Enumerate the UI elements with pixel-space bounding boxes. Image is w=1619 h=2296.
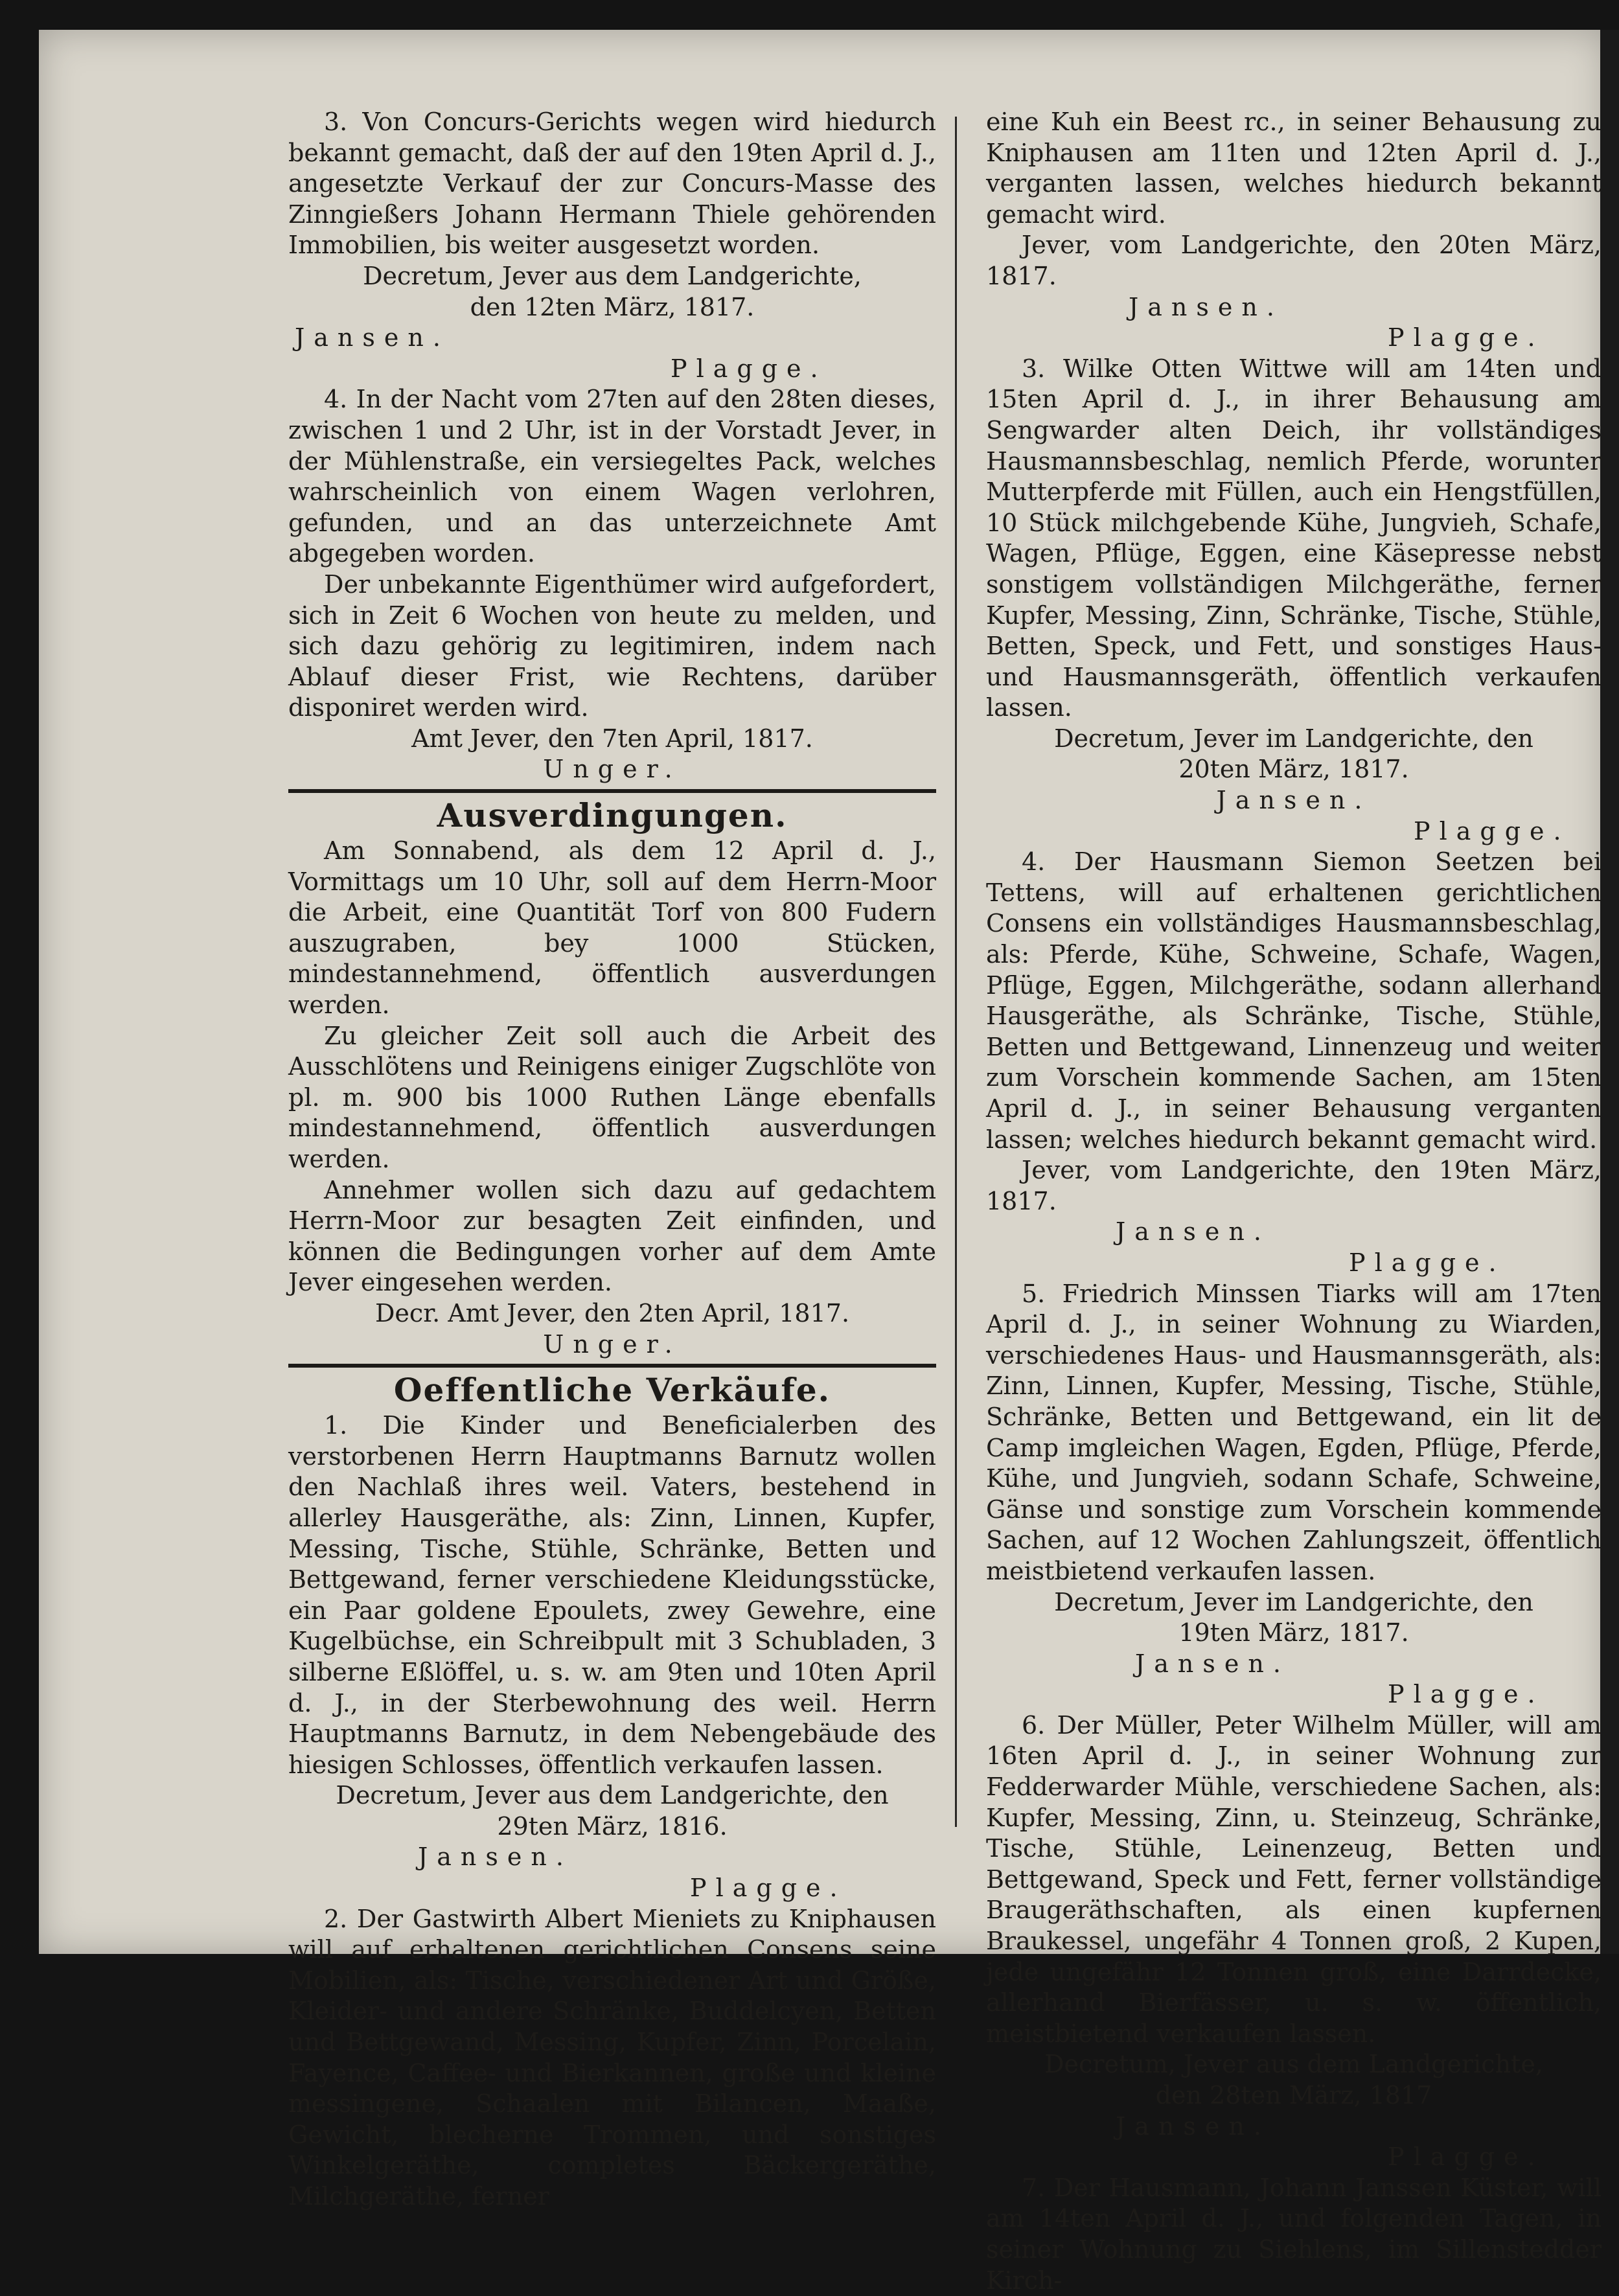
section-rule bbox=[288, 789, 936, 793]
verkauf-1: 1. Die Kinder und Beneficialerben des verstorbenen Herrn Hauptmanns Barnutz wollen den Nachlaß ihres weil. Vaters, bestehend in allerley Hausgeräthe, als: Zinn, Linnen, Kupfer, Messing, Tische, Stühle, Schränke, Betten und Bettgewand, ferner verschiedene Kleidungsstücke, ein Paar goldene Epoulets, zwey Gewehre, eine Kugelbüchse, ein Schreibpult mit 3 Schubladen, 3 silberne Eßlöffel, u. s. w. am 9ten und 10ten April d. J., in der Sterbewohnung des weil. Herrn Hauptmanns Barnutz, in dem Nebengebäude des hiesigen Schlosses, öffentlich verkaufen lassen. bbox=[288, 1411, 936, 1779]
signature-jansen-4: Jansen. bbox=[1216, 786, 1372, 815]
verkauf-2-continued: eine Kuh ein Beest rc., in seiner Behausung zu Kniphausen am 11ten und 12ten April d. J., verganten lassen, welches hiedurch bekannt gemacht wird. bbox=[986, 108, 1602, 229]
ausverdingung-1: Am Sonnabend, als dem 12 April d. J., Vormittags um 10 Uhr, soll auf dem Herrn-Moor die Arbeit, eine Quantität Torf von 800 Fudern auszugraben, bey 1000 Stücken, mindestannehmend, öffentlich ausverdungen werden. bbox=[288, 836, 936, 1020]
verkauf-5: 5. Friedrich Minssen Tiarks will am 17ten April d. J., in seiner Wohnung zu Wiarden, verschiedenes Haus- und Hausmannsgeräth, als: Zinn, Linnen, Kupfer, Messing, Tische, Stühle, Schränke, Betten und Bettgewand, ein lit de Camp imgleichen Wagen, Egden, Pflüge, Pferde, Kühe, und Jungvieh, sodann Schafe, Schweine, Gänse und sonstige zum Vorschein kommende Sachen, auf 12 Wochen Zahlungszeit, öffentlich meistbietend verkaufen lassen. bbox=[986, 1279, 1602, 1585]
signature-plagge-6: Plagge. bbox=[1388, 1680, 1544, 1709]
signature-jansen: Jansen. bbox=[295, 323, 450, 352]
notice-4: 4. In der Nacht vom 27ten auf den 28ten dieses, zwischen 1 und 2 Uhr, ist in der Vorstadt Jever, in der Mühlenstraße, ein versiegeltes Pack, welches wahrscheinlich von einem Wagen verlohren, gefunden, und an das unterzeichnete Amt abgegeben worden. bbox=[288, 385, 936, 568]
verkauf-6-decretum: Decretum, Jever aus dem Landgerichte, bbox=[1044, 2050, 1543, 2079]
right-column bbox=[986, 107, 1602, 2296]
column-divider bbox=[955, 117, 957, 1827]
signature-plagge-5: Plagge. bbox=[1349, 1248, 1506, 1277]
verkauf-4-sign: Jever, vom Landgerichte, den 19ten März, 1817. bbox=[986, 1156, 1602, 1215]
signature-jansen-3: Jansen. bbox=[1129, 292, 1283, 321]
notice-4-sign: Amt Jever, den 7ten April, 1817. bbox=[411, 724, 813, 753]
signature-unger-2: Unger. bbox=[543, 1329, 682, 1359]
verkauf-1-decretum: Decretum, Jever aus dem Landgerichte, den bbox=[336, 1781, 889, 1810]
signature-plagge-4: Plagge. bbox=[1414, 816, 1570, 845]
notice-3-decretum: Decretum, Jever aus dem Landgerichte, bbox=[363, 261, 862, 290]
ausverdingung-3: Annehmer wollen sich dazu auf gedachtem Herrn-Moor zur besagten Zeit einfinden, und können die Bedingungen vorher auf dem Amte Jever eingesehen werden. bbox=[288, 1175, 936, 1297]
section-rule-2 bbox=[288, 1364, 936, 1368]
notice-3: 3. Von Concurs-Gerichts wegen wird hiedurch bekannt gemacht, daß der auf den 19ten April d. J., angesetzte Verkauf der zur Concurs-Masse des Zinngießers Johann Hermann Thiele gehörenden Immobilien, bis weiter ausgesetzt worden. bbox=[288, 108, 936, 260]
signature-plagge-7: Plagge. bbox=[1388, 2142, 1544, 2172]
notice-3-date: den 12ten März, 1817. bbox=[470, 292, 755, 321]
verkauf-2: 2. Der Gastwirth Albert Mieniets zu Kniphausen will auf erhaltenen gerichtlichen Consens seine Mobilien, als: Tische, verschiedener Art und Größe, Kleider- und andere Schränke, Buddelcyen, Betten und Bettgewand, Messing, Kupfer, Zinn, Porcelain, Fayence, Caffee- und Bierkannen, große und kleine messingene, Schaalen mit Bilancen, Maaße, Gewicht, blecherne Trommen, und sonstiges Winkelgeräthe, completes Bäckergeräthe, Milchgeräthe, ferner bbox=[288, 1904, 936, 2210]
verkauf-3-decretum: Decretum, Jever im Landgerichte, den bbox=[1054, 724, 1533, 753]
verkauf-1-date: 29ten März, 1816. bbox=[497, 1811, 728, 1841]
signature-jansen-7: Jansen. bbox=[1116, 2111, 1270, 2141]
verkauf-7: 7. Der Hausmann, Johann Janssen Küster, will am 14ten April d. J., und folgenden Tagen, in seiner Wohnung zu Siehlens, im Sillenstedder Kirch- bbox=[986, 2173, 1602, 2295]
left-column bbox=[288, 107, 936, 2212]
ausverdingung-2: Zu gleicher Zeit soll auch die Arbeit des Ausschlötens und Reinigens einiger Zugschlöte von pl. m. 900 bis 1000 Ruthen Länge ebenfalls mindestannehmend, öffentlich ausverdungen werden. bbox=[288, 1021, 936, 1173]
verkauf-3-date: 20ten März, 1817. bbox=[1178, 755, 1409, 784]
verkauf-2-sign: Jever, vom Landgerichte, den 20ten März, 1817. bbox=[986, 231, 1602, 290]
signature-plagge: Plagge. bbox=[671, 354, 827, 383]
signature-jansen-2: Jansen. bbox=[418, 1843, 573, 1872]
signature-jansen-5: Jansen. bbox=[1116, 1217, 1270, 1246]
signature-unger: Unger. bbox=[543, 755, 682, 784]
verkauf-4: 4. Der Hausmann Siemon Seetzen bei Tettens, will auf erhaltenen gerichtlichen Consens ein vollständiges Hausmannsbeschlag, als: Pferde, Kühe, Schweine, Schafe, Wagen, Pflüge, Eggen, Milchgeräthe, sodann allerhand Hausgeräthe, als Schränke, Tische, Stühle, Betten und Bettgewand, Linnenzeug und weiter zum Vorschein kommende Sachen, am 15ten April d. J., in seiner Behausung verganten lassen; welches hiedurch bekannt gemacht wird. bbox=[986, 847, 1602, 1154]
signature-plagge-2: Plagge. bbox=[690, 1874, 847, 1903]
section-heading-verkaeufe: Oeffentliche Verkäufe. bbox=[393, 1371, 831, 1410]
verkauf-6-date: den 28ten März, 1817 bbox=[1155, 2081, 1432, 2109]
verkauf-3: 3. Wilke Otten Wittwe will am 14ten und 15ten April d. J., in ihrer Behausung am Sengwarder alten Deich, ihr vollständiges Hausmannsbeschlag, nemlich Pferde, worunter Mutterpferde mit Füllen, auch ein Hengstfüllen, 10 Stück milchgebende Kühe, Jungvieh, Schafe, Wagen, Pflüge, Eggen, eine Käsepresse nebst sonstigem vollständigen Milchgeräthe, ferner Kupfer, Messing, Zinn, Schränke, Tische, Stühle, Betten, Speck, und Fett, und sonstiges Haus- und Hausmannsgeräth, öffentlich verkaufen lassen. bbox=[986, 354, 1602, 722]
verkauf-5-date: 19ten März, 1817. bbox=[1178, 1618, 1409, 1647]
notice-4-continued: Der unbekannte Eigenthümer wird aufgefordert, sich in Zeit 6 Wochen von heute zu melden, und sich dazu gehörig zu legitimiren, indem nach Ablauf dieser Frist, wie Rechtens, darüber disponiret werden wird. bbox=[288, 569, 936, 722]
verkauf-6: 6. Der Müller, Peter Wilhelm Müller, will am 16ten April d. J., in seiner Wohnung zur Fedderwarder Mühle, verschiedene Sachen, als: Kupfer, Messing, Zinn, u. Steinzeug, Schränke, Tische, Stühle, Leinenzeug, Betten und Bettgewand, Speck und Fett, ferner vollständige Braugeräthschaften, als einen kupfernen Braukessel, ungefähr 4 Tonnen groß, 2 Kupen, jede ungefähr 12 Tonnen groß, eine Darrdecke, allerhand Bierfässer, u. s. w. öffentlich, meistbietend verkaufen lassen. bbox=[986, 1710, 1602, 2048]
scan-border bbox=[1600, 30, 1619, 1954]
signature-jansen-6: Jansen. bbox=[1135, 1649, 1290, 1678]
signature-plagge-3: Plagge. bbox=[1388, 323, 1544, 352]
verkauf-5-decretum: Decretum, Jever im Landgerichte, den bbox=[1054, 1587, 1533, 1616]
ausverdingung-sign: Decr. Amt Jever, den 2ten April, 1817. bbox=[374, 1298, 850, 1327]
section-heading-ausverdingungen: Ausverdingungen. bbox=[437, 796, 788, 835]
